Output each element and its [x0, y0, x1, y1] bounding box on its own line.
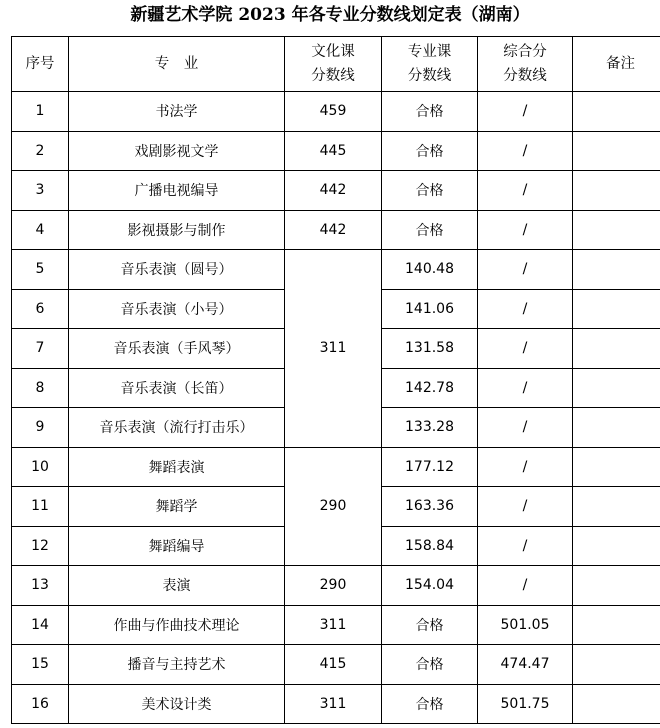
cell-prof: 合格	[382, 92, 478, 132]
cell-note	[573, 605, 660, 645]
cell-prof: 合格	[382, 210, 478, 250]
cell-prof: 154.04	[382, 566, 478, 606]
cell-seq: 15	[12, 645, 69, 685]
cell-major: 广播电视编导	[69, 171, 285, 211]
table-row	[12, 645, 660, 685]
cell-major: 播音与主持艺术	[69, 645, 285, 685]
header-culture	[285, 37, 382, 92]
cell-comp: 474.47	[478, 645, 573, 685]
cell-culture: 459	[285, 92, 382, 132]
cell-major: 音乐表演（流行打击乐）	[69, 408, 285, 448]
cell-prof: 合格	[382, 171, 478, 211]
cell-prof: 133.28	[382, 408, 478, 448]
cell-note	[573, 526, 660, 566]
cell-major: 影视摄影与制作	[69, 210, 285, 250]
cell-prof: 141.06	[382, 289, 478, 329]
cell-note	[573, 566, 660, 606]
cell-note	[573, 447, 660, 487]
cell-note	[573, 684, 660, 724]
cell-major: 美术设计类	[69, 684, 285, 724]
cell-note	[573, 289, 660, 329]
cell-culture: 442	[285, 171, 382, 211]
cell-prof: 163.36	[382, 487, 478, 527]
cell-note	[573, 250, 660, 290]
table-header-row	[12, 37, 660, 92]
cell-comp: /	[478, 131, 573, 171]
cell-culture-merged: 290	[285, 447, 382, 566]
cell-seq: 13	[12, 566, 69, 606]
header-seq: 序号	[12, 37, 69, 92]
header-comp-line2: 分数线	[503, 68, 547, 84]
table-row	[12, 210, 660, 250]
header-prof-line2: 分数线	[407, 68, 452, 84]
table-row	[12, 447, 660, 487]
cell-comp: /	[478, 171, 573, 211]
cell-culture: 442	[285, 210, 382, 250]
cell-culture-merged: 311	[285, 250, 382, 448]
cell-prof: 合格	[382, 645, 478, 685]
table-row	[12, 171, 660, 211]
header-prof	[382, 37, 478, 92]
cell-culture: 311	[285, 605, 382, 645]
cell-comp: 501.75	[478, 684, 573, 724]
cell-comp: /	[478, 92, 573, 132]
table-row	[12, 92, 660, 132]
header-comp	[478, 37, 573, 92]
table-row	[12, 566, 660, 606]
cell-note	[573, 645, 660, 685]
cell-major: 舞蹈编导	[69, 526, 285, 566]
cell-prof: 142.78	[382, 368, 478, 408]
cell-seq: 12	[12, 526, 69, 566]
header-culture-line2: 分数线	[311, 68, 355, 84]
cell-note	[573, 210, 660, 250]
cell-major: 音乐表演（小号）	[69, 289, 285, 329]
cell-prof: 158.84	[382, 526, 478, 566]
cell-culture: 311	[285, 684, 382, 724]
cell-comp: 501.05	[478, 605, 573, 645]
cell-culture: 445	[285, 131, 382, 171]
cell-seq: 14	[12, 605, 69, 645]
cell-major: 书法学	[69, 92, 285, 132]
cell-comp: /	[478, 408, 573, 448]
cell-seq: 4	[12, 210, 69, 250]
cell-major: 表演	[69, 566, 285, 606]
cell-major: 舞蹈学	[69, 487, 285, 527]
cell-seq: 5	[12, 250, 69, 290]
header-culture-line1: 文化课	[311, 44, 355, 60]
cell-seq: 3	[12, 171, 69, 211]
cell-note	[573, 329, 660, 369]
cell-seq: 11	[12, 487, 69, 527]
cell-major: 舞蹈表演	[69, 447, 285, 487]
cell-major: 作曲与作曲技术理论	[69, 605, 285, 645]
cell-seq: 6	[12, 289, 69, 329]
cell-comp: /	[478, 447, 573, 487]
cell-major: 音乐表演（圆号）	[69, 250, 285, 290]
table-row	[12, 684, 660, 724]
cell-prof: 131.58	[382, 329, 478, 369]
cell-note	[573, 487, 660, 527]
table-row	[12, 131, 660, 171]
cell-note	[573, 408, 660, 448]
cell-prof: 合格	[382, 131, 478, 171]
cell-comp: /	[478, 250, 573, 290]
cell-prof: 合格	[382, 684, 478, 724]
cell-comp: /	[478, 210, 573, 250]
cell-major: 戏剧影视文学	[69, 131, 285, 171]
cell-note	[573, 131, 660, 171]
cell-note	[573, 92, 660, 132]
cell-comp: /	[478, 329, 573, 369]
cell-comp: /	[478, 289, 573, 329]
cell-note	[573, 368, 660, 408]
cell-comp: /	[478, 526, 573, 566]
cell-seq: 7	[12, 329, 69, 369]
header-major: 专 业	[69, 37, 285, 92]
table-row	[12, 250, 660, 290]
cell-seq: 16	[12, 684, 69, 724]
header-prof-line1: 专业课	[407, 44, 452, 60]
cell-major: 音乐表演（手风琴）	[69, 329, 285, 369]
table-row	[12, 605, 660, 645]
cell-seq: 8	[12, 368, 69, 408]
cell-note	[573, 171, 660, 211]
cell-culture: 290	[285, 566, 382, 606]
score-table	[11, 36, 660, 724]
cell-comp: /	[478, 487, 573, 527]
cell-culture: 415	[285, 645, 382, 685]
cell-prof: 177.12	[382, 447, 478, 487]
cell-seq: 10	[12, 447, 69, 487]
header-notes: 备注	[573, 37, 660, 92]
cell-comp: /	[478, 368, 573, 408]
header-comp-line1: 综合分	[503, 44, 547, 60]
cell-seq: 9	[12, 408, 69, 448]
cell-major: 音乐表演（长笛）	[69, 368, 285, 408]
cell-seq: 1	[12, 92, 69, 132]
cell-comp: /	[478, 566, 573, 606]
cell-prof: 140.48	[382, 250, 478, 290]
cell-seq: 2	[12, 131, 69, 171]
page-title: 新疆艺术学院 2023 年各专业分数线划定表（湖南）	[130, 5, 530, 25]
cell-prof: 合格	[382, 605, 478, 645]
